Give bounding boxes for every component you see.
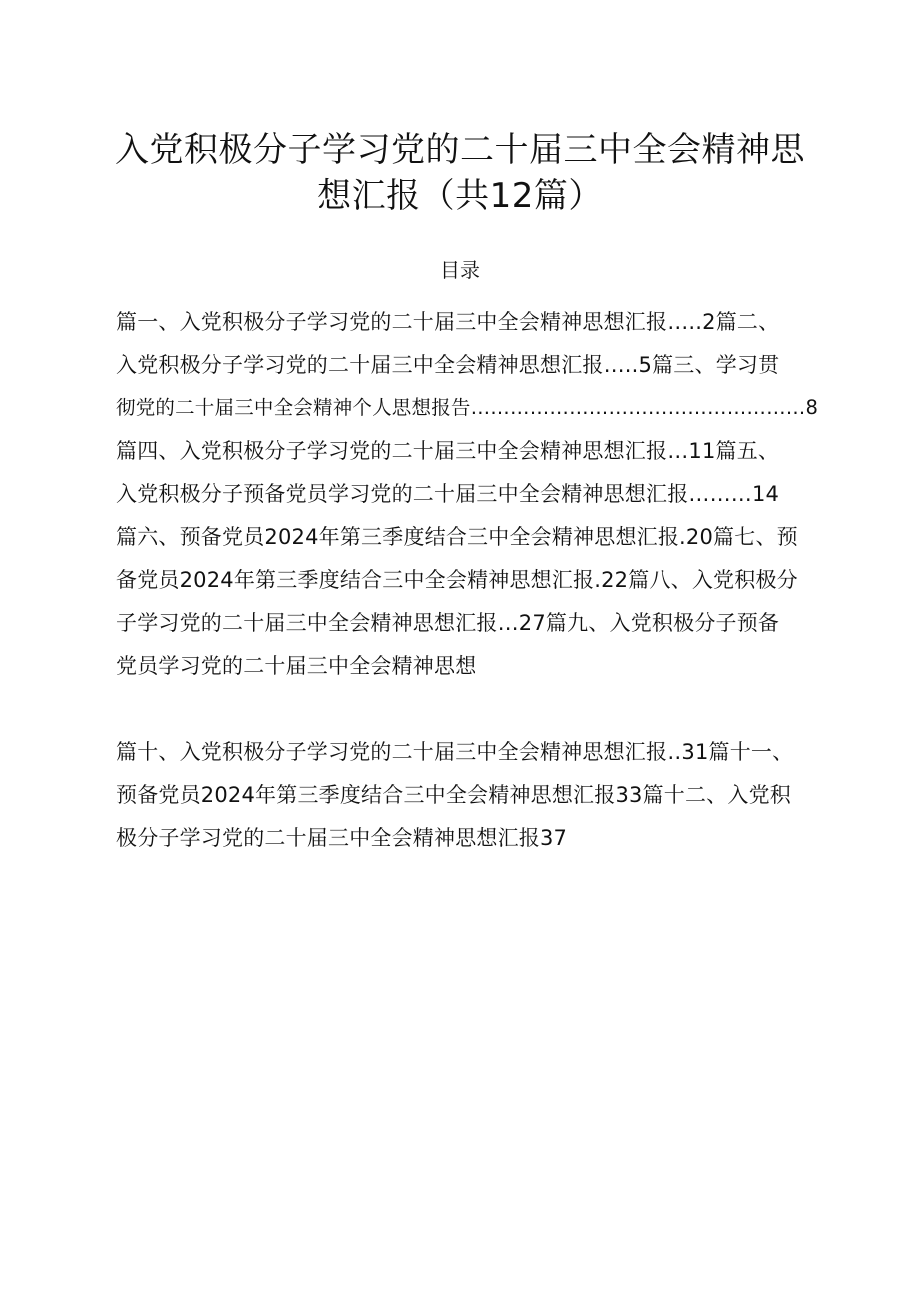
toc-line[interactable]: 篇一、入党积极分子学习党的二十届三中全会精神思想汇报…..2篇二、: [116, 310, 780, 334]
document-title-line-2: 想汇报（共12篇）: [317, 176, 603, 216]
toc-line[interactable]: 篇四、入党积极分子学习党的二十届三中全会精神思想汇报…11篇五、: [116, 439, 780, 463]
toc-line[interactable]: 入党积极分子预备党员学习党的二十届三中全会精神思想汇报………14: [116, 482, 780, 506]
toc-line[interactable]: 备党员2024年第三季度结合三中全会精神思想汇报.22篇八、入党积极分: [116, 568, 798, 592]
toc-line[interactable]: 党员学习党的二十届三中全会精神思想: [116, 654, 477, 678]
document-title-line-1: 入党积极分子学习党的二十届三中全会精神思: [115, 130, 805, 170]
toc-heading: 目录: [440, 258, 480, 282]
toc-line[interactable]: 入党积极分子学习党的二十届三中全会精神思想汇报…..5篇三、学习贯: [116, 353, 780, 377]
toc-line[interactable]: 篇六、预备党员2024年第三季度结合三中全会精神思想汇报.20篇七、预: [116, 525, 798, 549]
toc-line[interactable]: 极分子学习党的二十届三中全会精神思想汇报37: [116, 826, 568, 850]
toc-line[interactable]: 彻党的二十届三中全会精神个人思想报告……………………………………………8: [116, 396, 819, 419]
toc-line[interactable]: 篇十、入党积极分子学习党的二十届三中全会精神思想汇报‥31篇十一、: [116, 740, 794, 764]
toc-line[interactable]: 子学习党的二十届三中全会精神思想汇报…27篇九、入党积极分子预备: [116, 611, 780, 635]
toc-line[interactable]: 预备党员2024年第三季度结合三中全会精神思想汇报33篇十二、入党积: [116, 783, 791, 807]
